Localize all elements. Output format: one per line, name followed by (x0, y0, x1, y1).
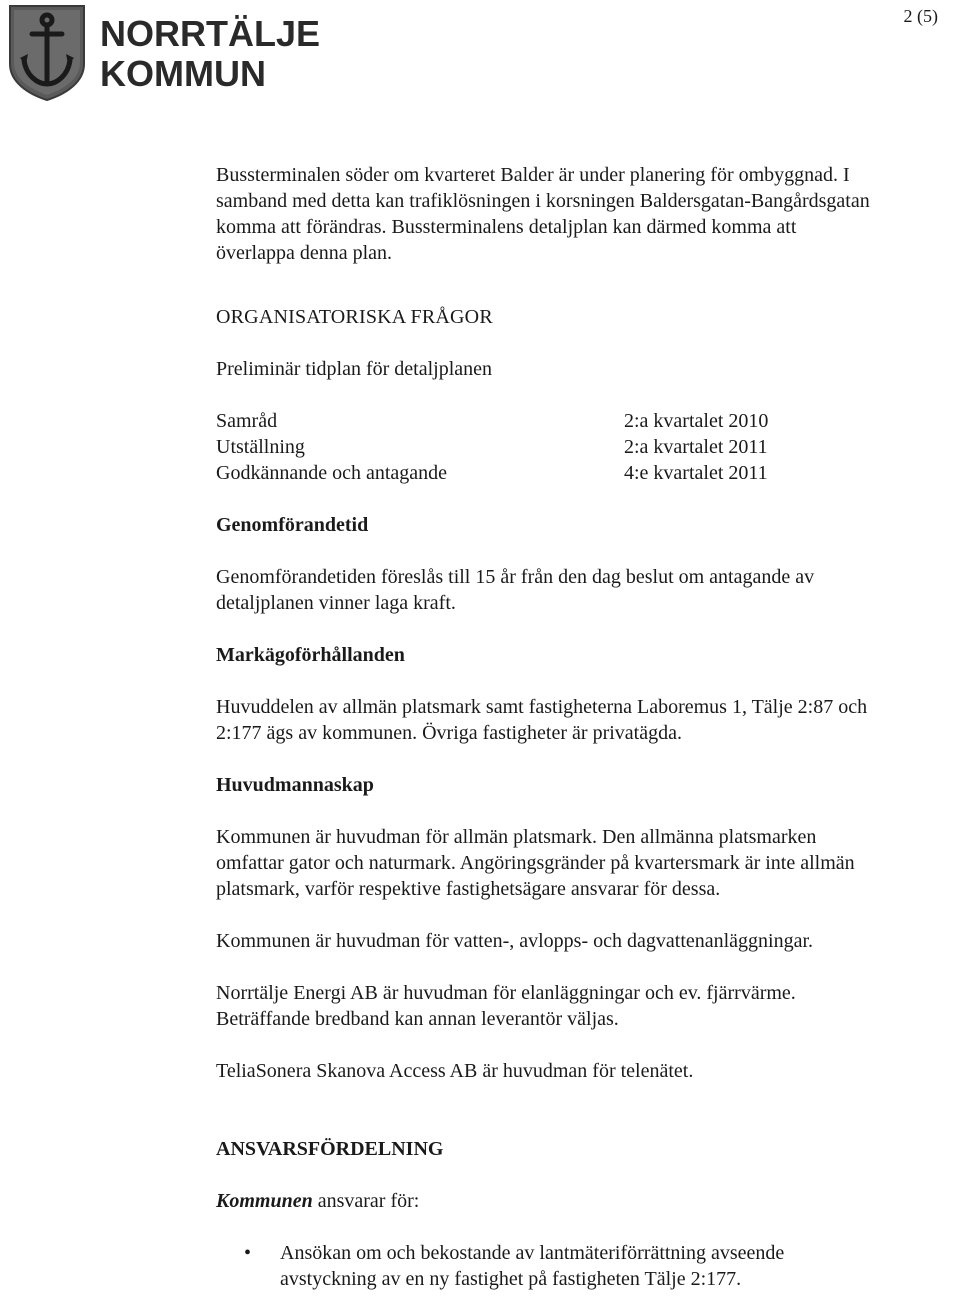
text-line: detaljplanen vinner laga kraft. (216, 592, 456, 614)
schedule-time: 2:a kvartalet 2010 (624, 410, 769, 432)
schedule-stage: Samråd (216, 410, 278, 432)
section-title-organisatoriska: ORGANISATORISKA FRÅGOR (216, 306, 493, 328)
markagoforhallanden-title: Markägoförhållanden (216, 644, 405, 666)
huvudmannaskap-para4: TeliaSonera Skanova Access AB är huvudman för telenätet. (216, 1060, 694, 1082)
intro-line: överlappa denna plan. (216, 242, 393, 264)
norrtalje-kommun-logo (4, 2, 321, 102)
intro-line: samband med detta kan trafiklösningen i korsningen Baldersgatan-Bangårdsgatan (216, 190, 870, 212)
text-line: 2:177 ägs av kommunen. Övriga fastigheter är privatägda. (216, 722, 682, 744)
list-item-line: Ansökan om och bekostande av lantmäteriförrättning avseende (280, 1242, 785, 1264)
list-item-line: avstyckning av en ny fastighet på fastigheten Tälje 2:177. (280, 1268, 742, 1290)
intro-line: komma att förändras. Bussterminalens detaljplan kan därmed komma att (216, 216, 797, 238)
schedule-row (216, 408, 946, 434)
genomforandetid-text (216, 564, 946, 616)
svg-text:KOMMUN: KOMMUN (100, 53, 266, 94)
intro-paragraph (216, 162, 946, 266)
page-number: 2 (5) (903, 6, 938, 26)
schedule-stage: Utställning (216, 436, 305, 458)
text-line: omfattar gator och naturmark. Angöringsgränder på kvartersmark är inte allmän (216, 852, 855, 874)
ansvar-intro-rest: ansvarar för: (312, 1190, 420, 1212)
ansvar-bullet-list (216, 1240, 946, 1292)
markagoforhallanden-text (216, 694, 946, 746)
text-line: Kommunen är huvudman för allmän platsmark. Den allmänna platsmarken (216, 826, 817, 848)
text-line: platsmark, varför respektive fastighetsägare ansvarar för dessa. (216, 878, 721, 900)
schedule-stage: Godkännande och antagande (216, 462, 448, 484)
list-item (216, 1240, 946, 1292)
svg-text:NORRTÄLJE: NORRTÄLJE (100, 13, 321, 54)
text-line: Beträffande bredband kan annan leverantör väljas. (216, 1008, 619, 1030)
huvudmannaskap-para2: Kommunen är huvudman för vatten-, avlopps- och dagvattenanläggningar. (216, 930, 814, 952)
ansvar-intro-subject: Kommunen (216, 1190, 313, 1212)
text-line: Norrtälje Energi AB är huvudman för elanläggningar och ev. fjärrvärme. (216, 982, 796, 1004)
huvudmannaskap-para3 (216, 980, 946, 1032)
text-line: Huvuddelen av allmän platsmark samt fastigheterna Laboremus 1, Tälje 2:87 och (216, 696, 868, 718)
intro-line: Bussterminalen söder om kvarteret Balder är under planering för ombyggnad. I (216, 164, 850, 186)
document-body (216, 162, 946, 1292)
schedule-time: 4:e kvartalet 2011 (624, 462, 768, 484)
huvudmannaskap-para1 (216, 824, 946, 902)
schedule-time: 2:a kvartalet 2011 (624, 436, 768, 458)
huvudmannaskap-title: Huvudmannaskap (216, 774, 374, 796)
schedule-title: Preliminär tidplan för detaljplanen (216, 358, 493, 380)
schedule-row (216, 460, 946, 486)
genomforandetid-title: Genomförandetid (216, 514, 369, 536)
schedule-row (216, 434, 946, 460)
ansvar-intro (216, 1188, 946, 1214)
text-line: Genomförandetiden föreslås till 15 år från den dag beslut om antagande av (216, 566, 815, 588)
section-title-ansvarsfordelning: ANSVARSFÖRDELNING (216, 1138, 444, 1160)
anchor-shield-icon (4, 2, 321, 102)
schedule-table (216, 408, 946, 486)
bullet-icon: • (244, 1242, 252, 1264)
